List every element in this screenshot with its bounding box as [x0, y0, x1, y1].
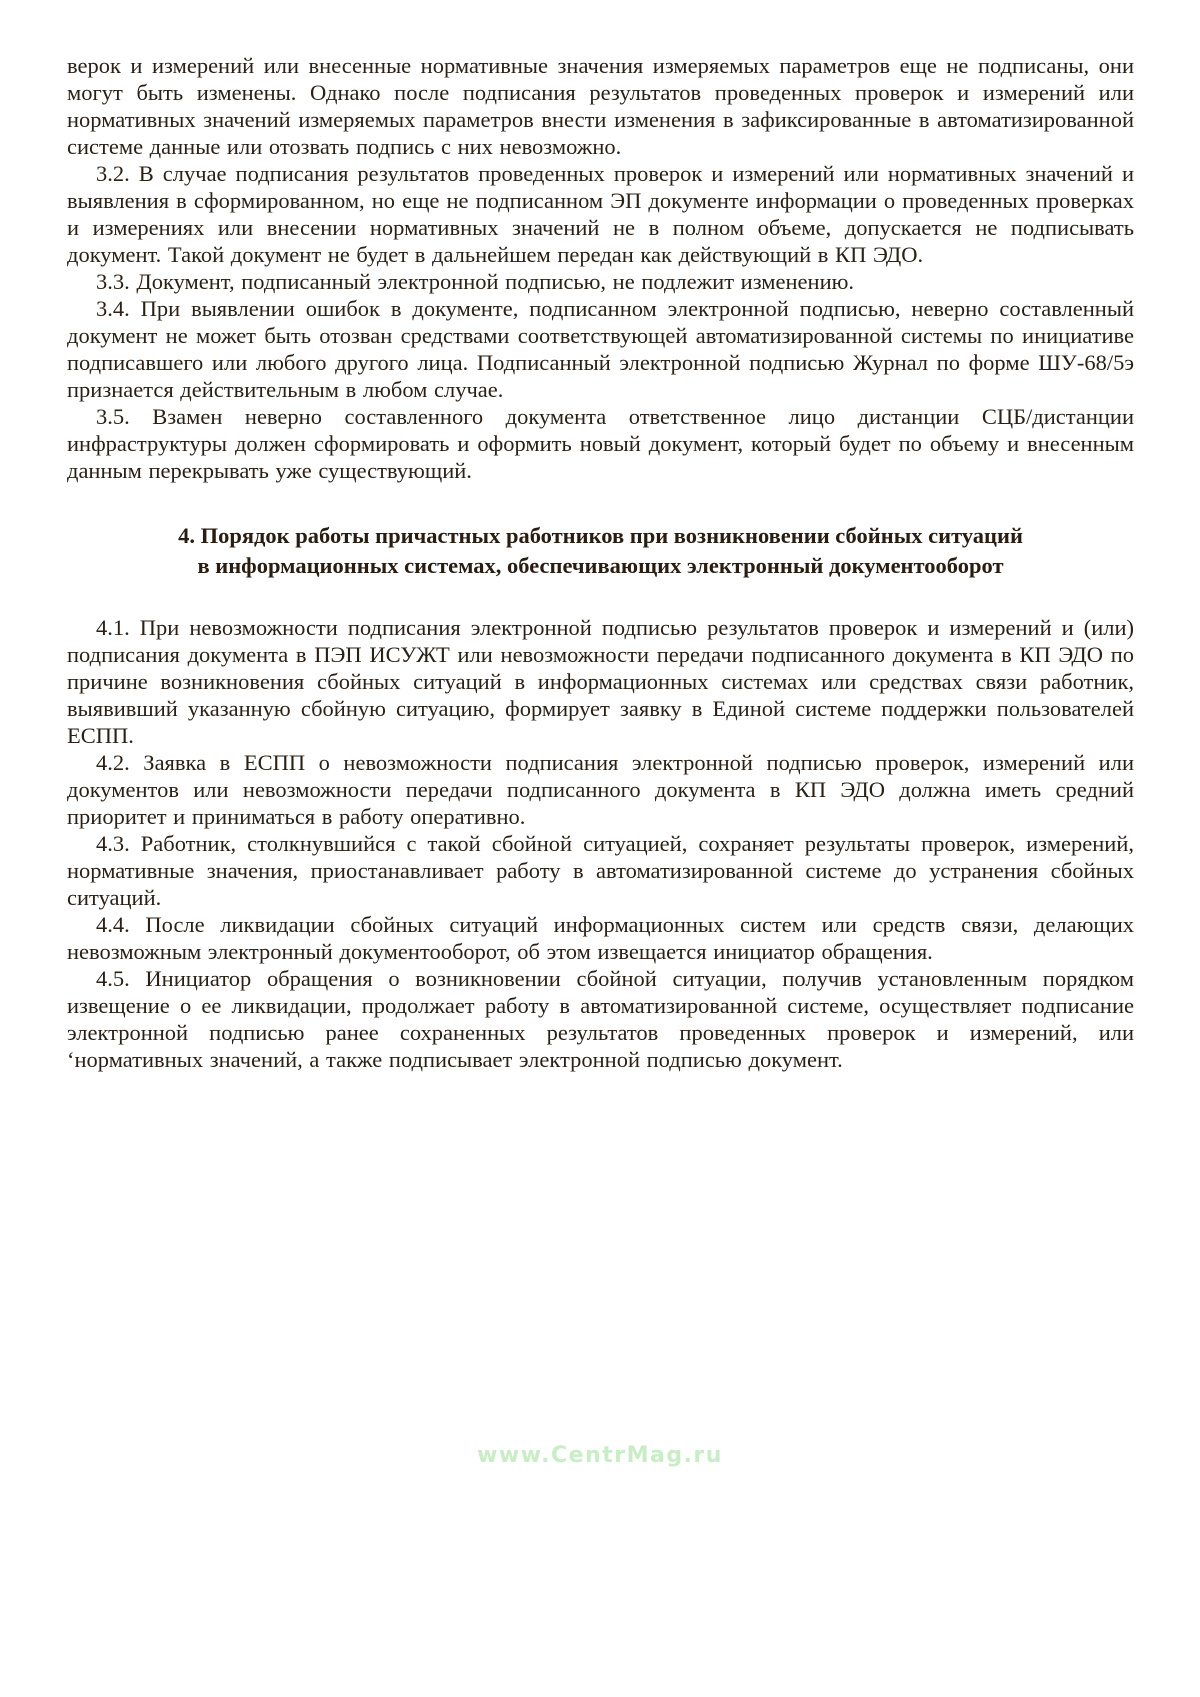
- paragraph-4-2: 4.2. Заявка в ЕСПП о невозможности подписания электронной подписью проверок, измерений или документов или невозможности передачи подписанного документа в КП ЭДО должна иметь средний приоритет и приниматься в работу оперативно.: [67, 750, 1134, 829]
- paragraph-continuation: верок и измерений или внесенные нормативные значения измеряемых параметров еще не подписаны, они могут быть изменены. Однако после подписания результатов проведенных проверок и измерений или нормативных значений измеряемых параметров внести изменения в зафиксированные в автоматизированной системе данные или отозвать подпись с них невозможно.: [67, 53, 1134, 159]
- paragraph-3-2: 3.2. В случае подписания результатов проведенных проверок и измерений или нормативных значений и выявления в сформированном, но еще не подписанном ЭП документе информации о проведенных проверках и измерениях или внесении нормативных значений не в полном объеме, допускается не подписывать документ. Такой документ не будет в дальнейшем передан как действующий в КП ЭДО.: [67, 161, 1134, 267]
- paragraph-4-4: 4.4. После ликвидации сбойных ситуаций информационных систем или средств связи, делающих невозможным электронный документооборот, об этом извещается инициатор обращения.: [67, 912, 1134, 964]
- paragraph-4-5: 4.5. Инициатор обращения о возникновении сбойной ситуации, получив установленным порядком извещение о ее ликвидации, продолжает работу в автоматизированной системе, осуществляет подписание электронной подписью ранее сохраненных результатов проведенных проверок и измерений, или ‘нормативных значений, а также подписывает электронной подписью документ.: [67, 966, 1134, 1072]
- section-4-heading: [77, 521, 1124, 581]
- section-4-heading-line-2: в информационных системах, обеспечивающих электронный документооборот: [197, 553, 1004, 578]
- paragraph-3-5: 3.5. Взамен неверно составленного документа ответственное лицо дистанции СЦБ/дистанции инфраструктуры должен сформировать и оформить новый документ, который будет по объему и внесенным данным перекрывать уже существующий.: [67, 404, 1134, 483]
- paragraph-3-3: 3.3. Документ, подписанный электронной подписью, не подлежит изменению.: [96, 269, 855, 294]
- section-4-heading-line-1: 4. Порядок работы причастных работников при возникновении сбойных ситуаций: [178, 523, 1023, 548]
- paragraph-4-1: 4.1. При невозможности подписания электронной подписью результатов проверок и измерений и (или) подписания документа в ПЭП ИСУЖТ или невозможности передачи подписанного документа в КП ЭДО по причине возникновения сбойных ситуаций в информационных системах или средствах связи работник, выявивший указанную сбойную ситуацию, формирует заявку в Единой системе поддержки пользователей ЕСПП.: [67, 615, 1134, 748]
- watermark-centrmag: www.CentrMag.ru: [477, 1443, 723, 1468]
- paragraph-3-4: 3.4. При выявлении ошибок в документе, подписанном электронной подписью, неверно составленный документ не может быть отозван средствами соответствующей автоматизированной системы по инициативе подписавшего или любого другого лица. Подписанный электронной подписью Журнал по форме ШУ-68/5э признается действительным в любом случае.: [67, 296, 1134, 402]
- paragraph-4-3: 4.3. Работник, столкнувшийся с такой сбойной ситуацией, сохраняет результаты проверок, измерений, нормативные значения, приостанавливает работу в автоматизированной системе до устранения сбойных ситуаций.: [67, 831, 1134, 910]
